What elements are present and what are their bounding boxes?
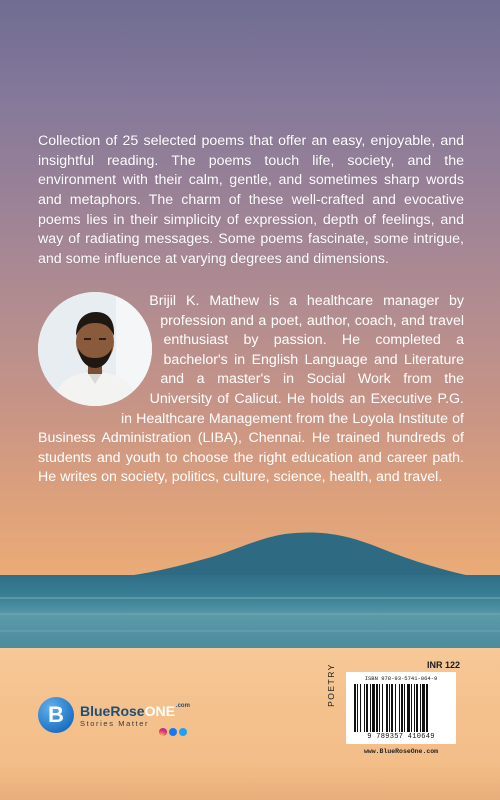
twitter-icon[interactable] xyxy=(179,728,187,736)
publisher-tagline: Stories Matter xyxy=(80,719,150,728)
author-photo xyxy=(38,292,152,406)
isbn-label: ISBN 978-93-5741-064-9 xyxy=(364,675,438,682)
isbn-number: 9 789357 410649 xyxy=(367,733,435,741)
publisher-name: BlueRoseONE$^{.com}$ xyxy=(80,703,190,719)
genre-label: POETRY xyxy=(326,663,336,707)
author-bio-section xyxy=(38,292,464,488)
sea xyxy=(0,575,500,650)
bottom-strip xyxy=(0,768,500,800)
instagram-icon[interactable] xyxy=(159,728,167,736)
publisher-logo[interactable] xyxy=(38,697,198,743)
logo-emblem: B xyxy=(38,697,74,733)
price-label: INR 122 xyxy=(427,660,461,670)
isbn-barcode xyxy=(346,672,456,744)
barcode-bars xyxy=(354,684,450,732)
author-bio-text: Brijil K. Mathew is a healthcare manager by profession and a poet, author, coach, and travel enthusiast by passion. He completed a bachelor's in English Language and Literature and a master's in Social Work from the University of Calicut. He holds an Executive P.G. in Healthcare Management from the Loyola Institute of Business Administration (LIBA), Chennai. He trained hundreds of students and youth to choose the right education and career path. He writes on society, politics, culture, science, health, and travel. xyxy=(38,293,464,486)
facebook-icon[interactable] xyxy=(169,728,177,736)
book-blurb: Collection of 25 selected poems that offer an easy, enjoyable, and insightful reading. The poems touch life, society, and the environment with their calm, gentle, and sometimes sharp words and metaphors. The charm of these well-crafted and evocative poems lies in their simplicity of expression, depth of feelings, and way of radiating messages. Some poems fascinate, some intrigue, and some influence at varying degrees and dimensions. xyxy=(38,133,464,267)
social-icons xyxy=(159,728,187,736)
publisher-website[interactable]: www.BlueRoseOne.com xyxy=(363,748,439,755)
